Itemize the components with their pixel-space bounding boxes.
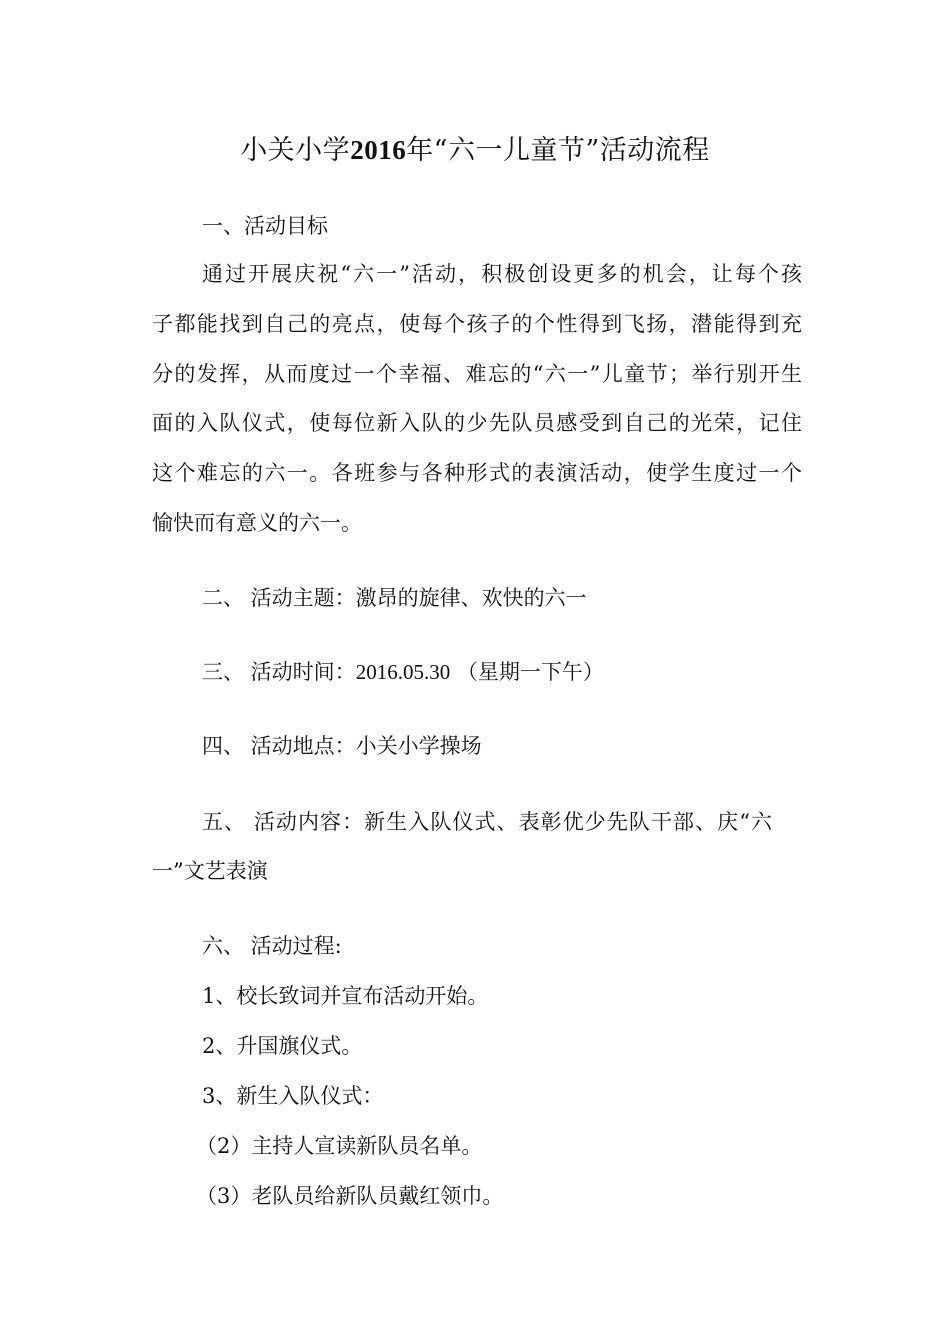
process-sub-item: （2）主持人宣读新队员名单。 <box>196 1134 483 1158</box>
section-time-date: 2016.05.30 <box>355 660 451 684</box>
title-prefix: 小关小学 <box>240 135 351 166</box>
section-time-label: 三、 活动时间： <box>202 660 356 684</box>
section-location: 四、 活动地点：小关小学操场 <box>202 734 482 758</box>
title-suffix: 年“六一儿童节”活动流程 <box>406 135 710 166</box>
process-item: 1、校长致词并宣布活动开始。 <box>202 984 489 1008</box>
goals-paragraph-line: 分的发挥，从而度过一个幸福、难忘的“六一”儿童节；举行别开生 <box>152 362 802 386</box>
section-time-weekday: （星期一下午） <box>450 660 604 684</box>
section-content-line: 一”文艺表演 <box>152 859 268 883</box>
process-item: 3、新生入队仪式： <box>202 1084 384 1108</box>
goals-paragraph-line: 愉快而有意义的六一。 <box>152 511 362 535</box>
goals-paragraph-line: 面的入队仪式，使每位新入队的少先队员感受到自己的光荣，记住 <box>152 411 802 435</box>
document-title <box>0 128 950 167</box>
title-year: 2016 <box>350 135 407 165</box>
process-item: 2、升国旗仪式。 <box>202 1034 363 1058</box>
section-theme: 二、 活动主题：激昂的旋律、欢快的六一 <box>202 586 587 610</box>
section-content-line: 五、 活动内容：新生入队仪式、表彰优少先队干部、庆“六 <box>202 810 772 834</box>
goals-paragraph-line: 子都能找到自己的亮点，使每个孩子的个性得到飞扬，潜能得到充 <box>152 312 802 336</box>
section-process-heading: 六、 活动过程: <box>202 934 342 958</box>
section-time <box>202 657 852 687</box>
section-heading-goals: 一、活动目标 <box>202 214 328 238</box>
goals-paragraph-line: 通过开展庆祝“六一”活动，积极创设更多的机会，让每个孩 <box>202 262 802 286</box>
process-sub-item: （3）老队员给新队员戴红领巾。 <box>196 1184 504 1208</box>
goals-paragraph-line: 这个难忘的六一。各班参与各种形式的表演活动，使学生度过一个 <box>152 461 802 485</box>
